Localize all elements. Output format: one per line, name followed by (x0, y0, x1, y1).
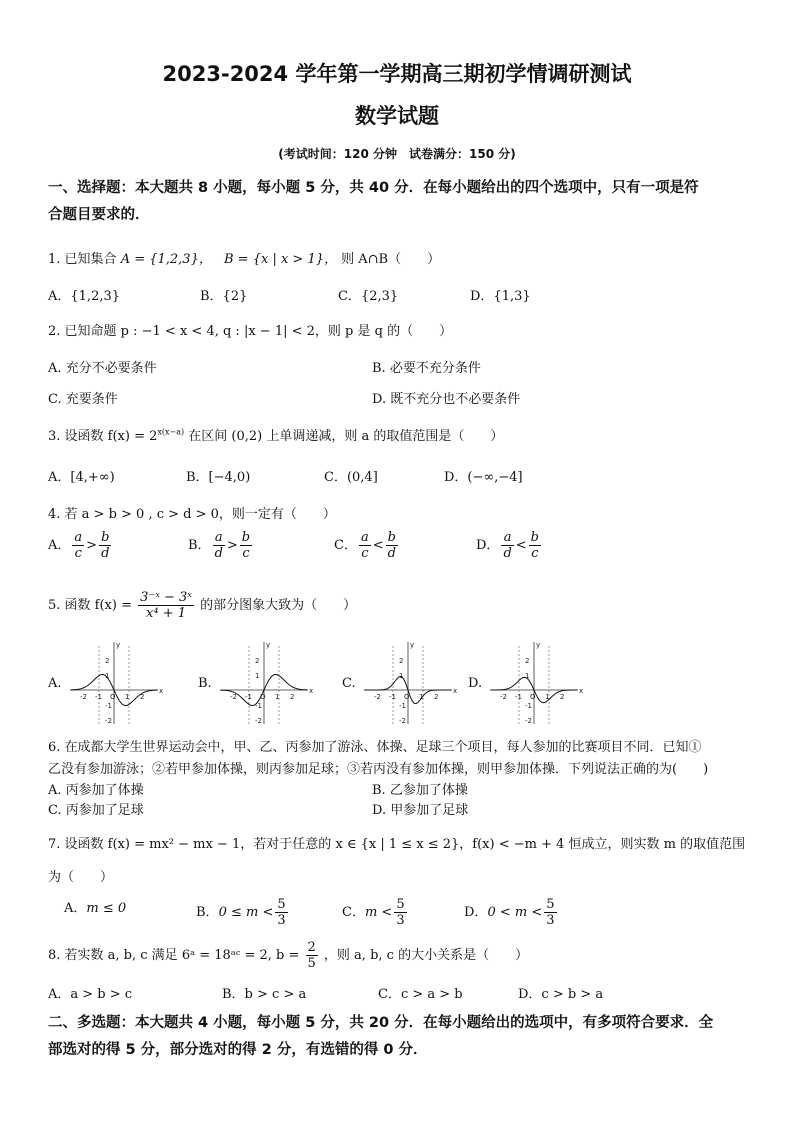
q7-stem-line2: 为（ ） (48, 870, 114, 885)
q4-option-part: d (214, 546, 223, 561)
q4-option-part: a (74, 530, 83, 545)
exam-title: 2023-2024 学年第一学期高三期初学情调研测试 (162, 62, 632, 86)
q1-option-c: C．{2,3} (338, 289, 399, 304)
y-axis-label: y (536, 641, 541, 649)
q6-stem-line2: 乙没有参加游泳；②若甲参加体操，则丙参加足球；③若丙没有参加体操，则甲参加体操．下列说法正确的为( ) (48, 762, 709, 777)
section1-heading-line2: 合题目要求的． (48, 207, 150, 223)
y-tick-label: 2 (105, 657, 110, 665)
q4-option-part: b (101, 530, 110, 545)
x-tick-label: O (260, 693, 266, 701)
y-tick-label: -2 (399, 717, 406, 725)
q7-option-part: D． (464, 905, 488, 920)
q7-option-part: 3 (396, 913, 405, 928)
q4-option-part: a (501, 530, 513, 546)
q4-option-part: d (101, 546, 110, 561)
q7-option-part: m ≤ 0 (86, 901, 127, 916)
q1-option-b: B．{2} (200, 289, 248, 304)
x-tick-label: O (404, 693, 410, 701)
q5-fraction (138, 590, 194, 621)
q5-graph-d (484, 638, 584, 728)
x-tick-label: -2 (80, 693, 87, 701)
x-tick-label: -1 (389, 693, 396, 701)
q4-option-part: b (241, 530, 251, 545)
q8-option-a: A．a > b > c (48, 987, 133, 1002)
q2-option-b: B. 必要不充分条件 (372, 361, 481, 376)
y-tick-label: -1 (399, 702, 406, 710)
x-axis-label: x (159, 687, 164, 695)
question-1-stem (48, 248, 440, 267)
question-7-stem (48, 828, 750, 894)
q6-option-d: D. 甲参加了足球 (372, 803, 469, 818)
q4-option-part: a (213, 530, 225, 546)
x-tick-label: 1 (545, 693, 550, 701)
x-tick-label: O (530, 693, 536, 701)
q4-option-part: D． (476, 538, 500, 553)
x-tick-label: -2 (374, 693, 381, 701)
q5-option-label-a: A. (48, 676, 62, 691)
q4-option-part: d (503, 546, 512, 561)
q4-option-b (188, 530, 254, 561)
q7-option-a (64, 897, 126, 916)
q4-option-part: c (74, 546, 82, 561)
y-tick-label: -1 (105, 702, 112, 710)
y-tick-label: 1 (399, 672, 404, 680)
q6-option-a: A. 丙参加了体操 (48, 783, 144, 798)
y-axis-label: y (410, 641, 415, 649)
x-tick-label: 2 (140, 693, 145, 701)
q5-option-label-b: B. (198, 676, 212, 691)
q5-numerator: 3⁻ˣ − 3ˣ (140, 590, 192, 605)
question-8-stem (48, 940, 528, 971)
y-tick-label: -2 (255, 717, 262, 725)
q4-option-part: > (86, 538, 98, 553)
q8-option-c: C．c > a > b (378, 987, 463, 1002)
q7-stem-line1: 7. 设函数 f(x) = mx² − mx − 1，若对于任意的 x ∈ {x | 1 ≤ x ≤ 2}，f(x) < −m + 4 恒成立，则实数 m 的取值范围 (48, 837, 746, 852)
q5-option-label-c: C. (342, 676, 356, 691)
q8-option-d: D．c > b > a (518, 987, 604, 1002)
q3-stem-b: 在区间 (0,2) 上单调递减，则 a 的取值范围是（ ） (188, 429, 504, 444)
question-4-stem: 4. 若 a > b > 0 , c > d > 0，则一定有（ ） (48, 507, 336, 522)
x-tick-label: 1 (419, 693, 424, 701)
x-tick-label: -2 (500, 693, 507, 701)
q8-stem-b: ，则 a, b, c 的大小关系是（ ） (323, 948, 529, 963)
q7-option-c (342, 897, 409, 928)
q4-option-d (476, 530, 543, 561)
x-axis-label: x (309, 687, 314, 695)
exam-subject: 数学试题 (355, 104, 439, 128)
q4-option-part: > (226, 538, 238, 553)
q6-option-b: B. 乙参加了体操 (372, 783, 468, 798)
x-tick-label: 2 (434, 693, 439, 701)
q7-option-part: 0 < m < (487, 905, 543, 920)
x-axis-label: x (579, 687, 584, 695)
x-tick-label: 1 (125, 693, 130, 701)
q8-option-b: B．b > c > a (222, 987, 307, 1002)
q7-option-part: m < (364, 905, 393, 920)
q5-stem-b: 的部分图象大致为（ ） (200, 598, 357, 613)
q7-option-part: B． (196, 905, 219, 920)
q3-option-d: D．(−∞,−4] (444, 470, 523, 485)
q4-option-part: a (360, 530, 369, 545)
question-2-stem: 2. 已知命题 p : −1 < x < 4, q : |x − 1| < 2，则 p 是 q 的（ ） (48, 324, 453, 339)
q2-option-a: A. 充分不必要条件 (48, 361, 157, 376)
q8-denominator: 5 (307, 956, 316, 971)
q4-option-part: c (361, 546, 369, 561)
x-tick-label: 2 (560, 693, 565, 701)
x-tick-label: -2 (230, 693, 237, 701)
q4-option-part: c (531, 546, 539, 561)
q7-option-d (464, 897, 559, 928)
q2-option-d: D. 既不充分也不必要条件 (372, 392, 521, 407)
q7-option-part: 3 (277, 913, 286, 928)
q6-stem-line1: 6. 在成都大学生世界运动会中，甲、乙、丙参加了游泳、体操、足球三个项目，每人参加的比赛项目不同．已知① (48, 740, 702, 755)
q1-option-a: A．{1,2,3} (48, 289, 121, 304)
q7-option-part: 5 (277, 897, 286, 912)
q5-graph-c (358, 638, 458, 728)
q4-option-part: B． (188, 538, 211, 553)
q1-ask: 则 A∩B（ ） (341, 252, 441, 267)
q1-set-b: B = {x | x > 1}， (224, 252, 337, 267)
q8-numerator: 2 (307, 940, 316, 955)
q3-stem-a: 3. 设函数 f(x) = 2 (48, 429, 158, 444)
x-axis-label: x (453, 687, 458, 695)
q4-option-part: d (387, 546, 396, 561)
q3-exponent: x(x−a) (157, 427, 185, 437)
y-axis-label: y (116, 641, 121, 649)
section1-heading-line1: 一、选择题：本大题共 8 小题，每小题 5 分，共 40 分．在每小题给出的四个选项中，只有一项是符 (48, 180, 699, 196)
q7-option-b (196, 897, 290, 928)
q3-option-a: A．[4,+∞) (48, 470, 115, 485)
q1-prefix: 1. 已知集合 (48, 252, 117, 267)
q5-option-label-d: D. (468, 676, 483, 691)
y-axis-label: y (266, 641, 271, 649)
section2-heading-line1: 二、多选题：本大题共 4 小题，每小题 5 分，共 20 分．在每小题给出的选项中，有多项符合要求．全 (48, 1015, 714, 1031)
q3-option-c: C．(0,4] (324, 470, 378, 485)
q4-option-part: A． (48, 538, 71, 553)
section2-heading (48, 1010, 750, 1064)
y-tick-label: -2 (525, 717, 532, 725)
y-tick-label: 1 (255, 672, 260, 680)
y-tick-label: 2 (255, 657, 260, 665)
q5-graph-b (214, 638, 314, 728)
q7-option-part: 5 (546, 897, 555, 912)
x-tick-label: -1 (515, 693, 522, 701)
x-tick-label: -1 (95, 693, 102, 701)
q3-option-b: B．[−4,0) (186, 470, 251, 485)
y-tick-label: 1 (525, 672, 530, 680)
exam-info: (考试时间：120 分钟 试卷满分：150 分) (278, 147, 516, 161)
y-tick-label: -1 (525, 702, 532, 710)
q5-stem-a: 5. 函数 f(x) = (48, 598, 132, 613)
q7-option-part: A． (64, 901, 87, 916)
section2-heading-line2: 部选对的得 5 分，部分选对的得 2 分，有选错的得 0 分． (48, 1042, 428, 1058)
q5-graph-a (64, 638, 164, 728)
question-5-stem (48, 590, 356, 621)
q1-option-d: D．{1,3} (470, 289, 531, 304)
x-tick-label: -1 (245, 693, 252, 701)
y-tick-label: -1 (255, 702, 262, 710)
question-3-stem (48, 425, 503, 444)
q2-option-c: C. 充要条件 (48, 392, 118, 407)
q4-option-part: b (530, 530, 539, 545)
x-tick-label: 1 (275, 693, 280, 701)
q4-option-a (48, 530, 113, 561)
question-6-stem (48, 737, 750, 781)
q8-stem-a: 8. 若实数 a, b, c 满足 6ᵃ = 18ᵃᶜ = 2, b = (48, 948, 300, 963)
q7-option-part: C． (342, 905, 365, 920)
q8-fraction (306, 940, 318, 971)
q7-option-part: 0 ≤ m < (218, 905, 274, 920)
q4-option-c (334, 530, 400, 561)
q5-denominator: x⁴ + 1 (146, 606, 187, 621)
y-tick-label: 2 (399, 657, 404, 665)
q4-option-part: c (242, 546, 250, 561)
y-tick-label: -2 (105, 717, 112, 725)
section1-heading (48, 175, 750, 229)
q1-set-a: A = {1,2,3}， (120, 252, 212, 267)
q4-option-part: < (515, 538, 527, 553)
x-tick-label: O (110, 693, 116, 701)
q4-option-part: b (387, 530, 396, 545)
q6-option-c: C. 丙参加了足球 (48, 803, 144, 818)
q4-option-part: < (372, 538, 384, 553)
y-tick-label: 1 (105, 672, 110, 680)
q7-option-part: 3 (546, 913, 555, 928)
q7-option-part: 5 (396, 897, 405, 912)
x-tick-label: 2 (290, 693, 295, 701)
y-tick-label: 2 (525, 657, 530, 665)
q4-option-part: C． (334, 538, 357, 553)
